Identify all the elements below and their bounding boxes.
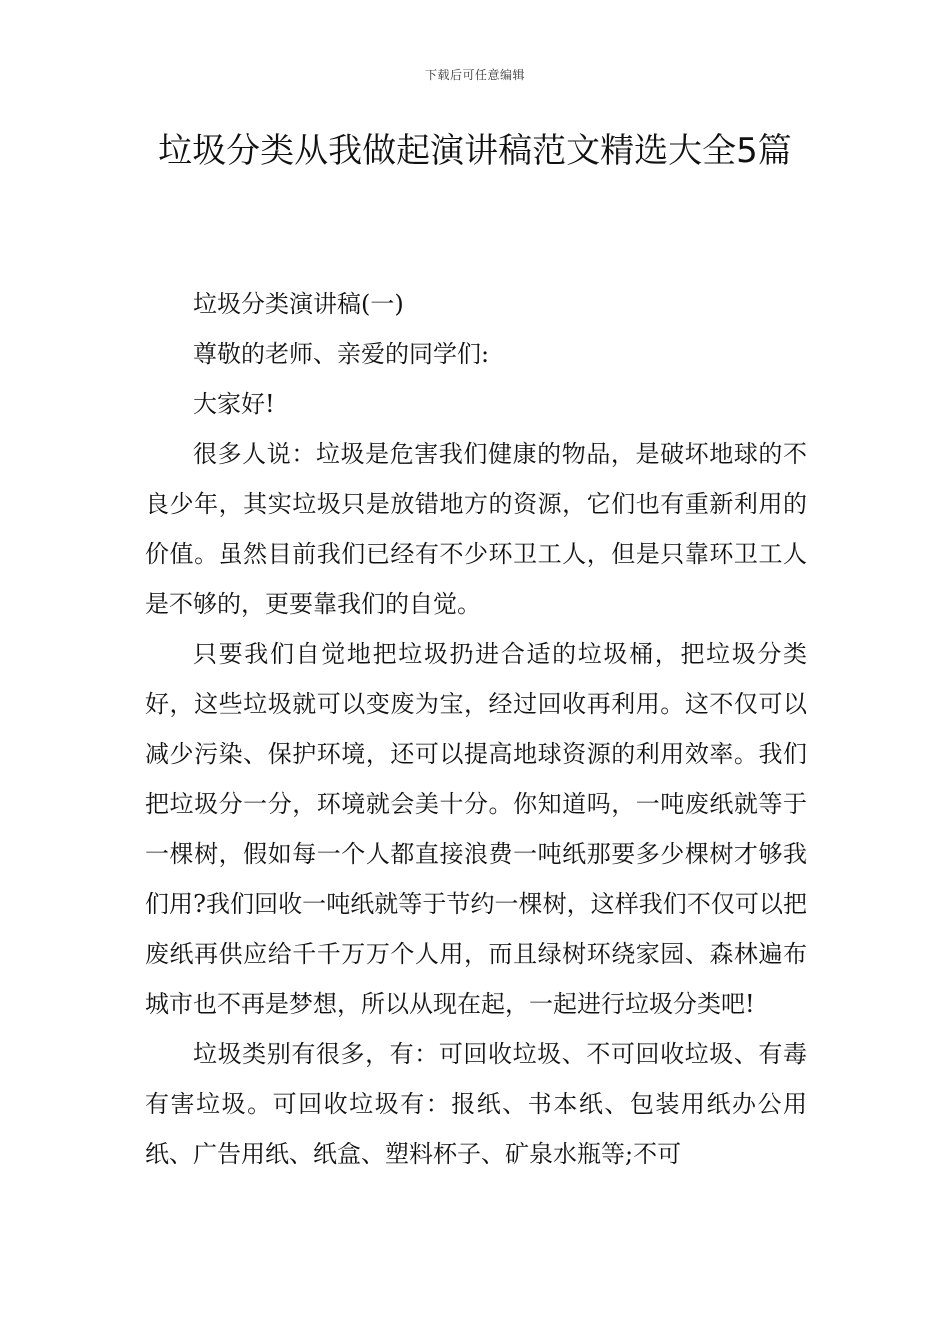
document-body [145, 279, 807, 1179]
salutation: 尊敬的老师、亲爱的同学们: [193, 340, 490, 368]
section-heading: 垃圾分类演讲稿(一) [193, 290, 404, 318]
header-note: 下载后可任意编辑 [424, 68, 525, 82]
document-title: 垃圾分类从我做起演讲稿范文精选大全5篇 [158, 131, 792, 171]
paragraph: 很多人说：垃圾是危害我们健康的物品，是破坏地球的不良少年，其实垃圾只是放错地方的资源，它们也有重新利用的价值。虽然目前我们已经有不少环卫工人，但是只靠环卫工人是不够的，更要靠我们的自觉。 [145, 440, 807, 618]
greeting: 大家好! [193, 390, 275, 418]
paragraph: 垃圾类别有很多，有：可回收垃圾、不可回收垃圾、有毒有害垃圾。可回收垃圾有：报纸、书本纸、包装用纸办公用纸、广告用纸、纸盒、塑料杯子、矿泉水瓶等;不可 [145, 1040, 807, 1168]
paragraph: 只要我们自觉地把垃圾扔进合适的垃圾桶，把垃圾分类好，这些垃圾就可以变废为宝，经过回收再利用。这不仅可以减少污染、保护环境，还可以提高地球资源的利用效率。我们把垃圾分一分，环境就会美十分。你知道吗，一吨废纸就等于一棵树，假如每一个人都直接浪费一吨纸那要多少棵树才够我们用?我们回收一吨纸就等于节约一棵树，这样我们不仅可以把废纸再供应给千千万万个人用，而且绿树环绕家园、森林遍布城市也不再是梦想，所以从现在起，一起进行垃圾分类吧! [145, 640, 807, 1018]
